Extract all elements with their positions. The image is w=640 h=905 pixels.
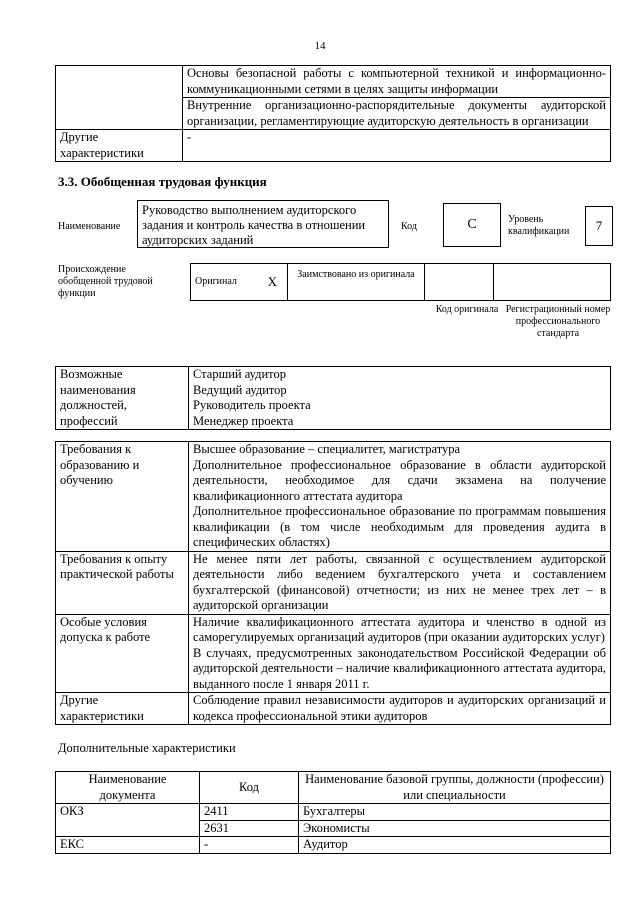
reg-number-cell bbox=[494, 264, 611, 301]
education-value bbox=[189, 442, 611, 552]
level-value: 7 bbox=[595, 218, 603, 233]
education-label: Требования к образованию и обучению bbox=[56, 442, 189, 552]
name-label: Наименование bbox=[58, 221, 121, 232]
level-label: Уровень квалификации bbox=[508, 214, 570, 237]
row-value: - bbox=[183, 130, 611, 162]
function-name: Руководство выполнением аудиторского задания и контроль качества в отношении аудиторских заданий bbox=[142, 203, 366, 247]
position-item: Менеджер проекта bbox=[193, 413, 294, 428]
name-cell: Аудитор bbox=[299, 837, 611, 854]
row-value: Внутренние организационно-распорядительные документы аудиторской организации, регламентирующие аудиторскую деятельность в организации bbox=[183, 98, 611, 130]
table-row bbox=[56, 98, 611, 130]
table-row bbox=[56, 804, 611, 821]
header-code: Код bbox=[200, 772, 299, 804]
other-label: Другие характеристики bbox=[56, 693, 189, 725]
additional-table bbox=[55, 771, 611, 854]
header-document: Наименование документа bbox=[56, 772, 200, 804]
code-label: Код bbox=[401, 221, 417, 232]
doc-cell: ЕКС bbox=[56, 837, 200, 854]
positions-list bbox=[189, 367, 611, 430]
table-row bbox=[56, 820, 611, 837]
table-header-row bbox=[56, 772, 611, 804]
paragraph: Не менее пяти лет работы, связанной с осуществлением аудиторской деятельности либо ведением бухгалтерского учета и составлением бухгалтерской (финансовой) отчетности; из них не менее трех лет – в аудиторской организации bbox=[193, 551, 606, 612]
table-row bbox=[56, 693, 611, 725]
reg-number-label: Регистрационный номер профессионального стандарта bbox=[505, 304, 611, 339]
header-name: Наименование базовой группы, должности (профессии) или специальности bbox=[299, 772, 611, 804]
table-row bbox=[56, 551, 611, 614]
row-label bbox=[56, 98, 183, 130]
paragraph: В случаях, предусмотренных законодательством Российской Федерации об аудиторской деятельности – наличие квалификационного аттестата аудитора, выданного после 1 января 2011 г. bbox=[193, 645, 606, 691]
origin-label: Происхождение обобщенной трудовой функции bbox=[58, 264, 153, 299]
original-mark: X bbox=[267, 274, 277, 289]
admission-label: Особые условия допуска к работе bbox=[56, 614, 189, 693]
additional-title: Дополнительные характеристики bbox=[58, 741, 236, 755]
requirements-table bbox=[55, 441, 611, 725]
paragraph: Дополнительное профессиональное образование по программам повышения квалификации (в том числе необходимым для проведения аудита в специфических областях) bbox=[193, 504, 606, 549]
experience-value bbox=[189, 551, 611, 614]
doc-cell bbox=[56, 820, 200, 837]
code-box bbox=[443, 203, 501, 247]
other-value bbox=[189, 693, 611, 725]
paragraph: Соблюдение правил независимости аудиторов и аудиторских организаций и кодекса профессиональной этики аудиторов bbox=[193, 693, 606, 723]
positions-label: Возможные наименования должностей, профессий bbox=[56, 367, 189, 430]
level-box bbox=[585, 206, 613, 246]
row-label bbox=[56, 66, 183, 98]
code-cell: 2631 bbox=[200, 820, 299, 837]
top-knowledge-table bbox=[55, 65, 611, 162]
name-cell: Экономисты bbox=[299, 820, 611, 837]
position-item: Ведущий аудитор bbox=[193, 382, 287, 397]
position-item: Старший аудитор bbox=[193, 367, 286, 381]
row-label: Другие характеристики bbox=[56, 130, 183, 162]
code-original-label: Код оригинала bbox=[435, 304, 499, 315]
table-row bbox=[56, 837, 611, 854]
code-cell: - bbox=[200, 837, 299, 854]
code-value: C bbox=[467, 217, 477, 232]
admission-value bbox=[189, 614, 611, 693]
borrowed-label: Заимствовано из оригинала bbox=[297, 269, 415, 280]
code-cell: 2411 bbox=[200, 804, 299, 821]
section-title: 3.3. Обобщенная трудовая функция bbox=[58, 174, 267, 189]
experience-label: Требования к опыту практической работы bbox=[56, 551, 189, 614]
origin-table bbox=[190, 263, 611, 301]
name-cell: Бухгалтеры bbox=[299, 804, 611, 821]
code-original-cell bbox=[425, 264, 494, 301]
doc-cell: ОКЗ bbox=[56, 804, 200, 821]
paragraph: Дополнительное профессиональное образование в области аудиторской деятельности, необходимое для сдачи экзамена на получение квалификационного аттестата аудитора bbox=[193, 457, 606, 503]
original-cell bbox=[191, 264, 288, 301]
table-row bbox=[56, 442, 611, 552]
row-value: Основы безопасной работы с компьютерной техникой и информационно-коммуникационными сетями в целях защиты информации bbox=[183, 66, 611, 98]
paragraph: Высшее образование – специалитет, магистратура bbox=[193, 442, 461, 456]
page-number: 14 bbox=[314, 40, 326, 52]
position-item: Руководитель проекта bbox=[193, 398, 311, 412]
positions-table bbox=[55, 366, 611, 430]
original-label: Оригинал bbox=[195, 276, 237, 287]
paragraph: Наличие квалификационного аттестата аудитора и членство в одной из саморегулируемых организаций аудиторов (при оказании аудиторских услуг) bbox=[193, 614, 606, 644]
function-name-box bbox=[137, 200, 389, 248]
table-row bbox=[56, 130, 611, 162]
table-row bbox=[56, 66, 611, 98]
borrowed-cell bbox=[288, 264, 425, 301]
table-row bbox=[56, 614, 611, 693]
